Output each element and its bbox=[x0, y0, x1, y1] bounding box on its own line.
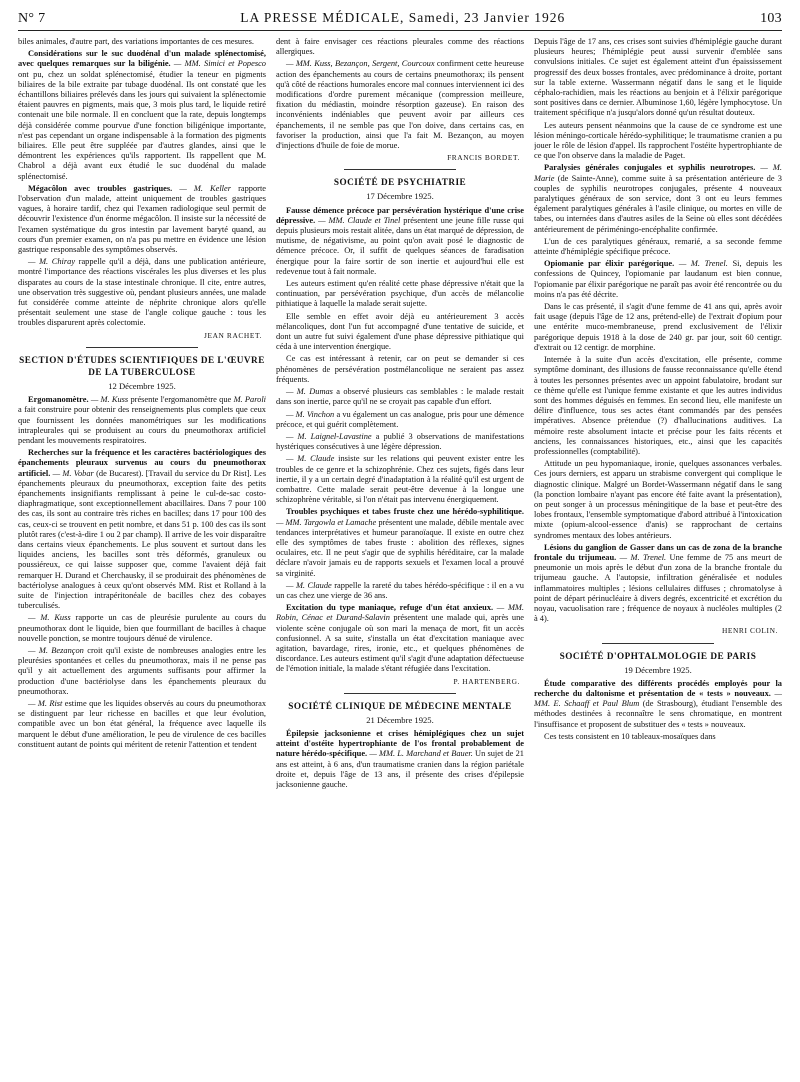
page-header bbox=[18, 10, 782, 31]
report-authors: — M. Claude bbox=[286, 454, 335, 464]
divider bbox=[86, 347, 198, 348]
report-text: confirment cette heureuse action des épanchements au cours de certains pneumothorax; ils pensent qu'à côté de réactions humorales encore mal connues interviennent ici des modifications d'ordre purement mécanique (compression meilleure, fixation du médiastin, moindre résorption gazeuse). En raison des inconvénients indéniables que peuvent avoir par ailleurs ces épanchements, il ne semble pas que l'on doive, dans certains cas, en favoriser la production, ainsi que l'a fait M. Bezançon, au moyen d'injections d'huile de foie de morue. bbox=[276, 59, 524, 151]
report-text: rapporte l'observation d'un malade, atteint uniquement de troubles gastriques vagues, à horaire tardif, chez qui l'examen radiologique seul permit de découvrir l'existence d'un énorme mégacôlon. Il insiste sur la nécessité de l'examen systématique du gros intestin par lavement baryté quand, au cours d'un premier examen, on n'a pas pu mettre en évidence une lésion gastrique responsable des symptômes observés. bbox=[18, 183, 266, 255]
page-number: 103 bbox=[760, 11, 782, 26]
report-title: Étude comparative des différents procédés employés pour la recherche du daltonisme et présentation de « tests » nouveaux. bbox=[534, 678, 782, 698]
report-text: présentent une malade, débile mentale avec tendances interprétatives et humeur paranoïaque. Il existe en outre chez elle des symptômes de tabes fruste : abolition des réflexes, signes oculaires, etc. Il ne peut s'agir que de syphilis héréditaire, car la malade déclare n'avoir jamais eu de rapports sexuels et l'examen local a prouvé sa virginité. bbox=[276, 517, 524, 578]
report-authors: — MM. Simici et Popesco bbox=[170, 59, 266, 69]
report-text: ont pu, chez un soldat splénectomisé, étudier la teneur en pigments biliaires de la bile extraite par tubage duodénal. Ils ont constaté que les échantillons biliaires prélevés dans les jours qui suivaient la splénectomie étaient pauvres en pigments, mais que, 3 mois plus tard, le liquide retiré contenait une bile normale. Il en concluent que la rate, depuis longtemps déjà considérée comme pourvue d'une fonction biligénique importante, n'est pas cependant un organe indispensable à la formation des pigments biliaires. Elle peut être suppléée par d'autres glandes, ainsi que le démontrent les expériences qu'ils rapportent. Ils rappellent que M. Chabrol a déjà avant eux étudié le suc duodénal du malade splénectomisé. bbox=[18, 69, 266, 181]
paragraph: dent à faire envisager ces réactions pleurales comme des réactions allergiques. bbox=[276, 37, 524, 57]
paragraph: Elle semble en effet avoir déjà eu antérieurement 3 accès mélancoliques, dont l'un fut accompagné d'une tentative de suicide, et dont un autre fut suivi également d'une phase dépressive pithiatique qui céda à une intervention énergique. bbox=[276, 311, 524, 352]
paragraph bbox=[276, 387, 524, 407]
paragraph: Depuis l'âge de 17 ans, ces crises sont suivies d'hémiplégie gauche durant plusieurs heures; l'hémiplégie peut aussi survenir d'emblée sans convulsions initiales. Ce sujet est également atteint d'un épaississement progressif des deux bosses frontales, avec prédominance à droite, portant sur la table externe. Wassermann négatif dans le sang et le liquide céphalo-rachidien, mais les réactions au benjoin et à l'élixir parégorique sont positives dans ce dernier. Albuminose 1,60, légère lymphocytose. Un traitement spécifique n'a jusqu'alors donné qu'un résultat douteux. bbox=[534, 37, 782, 118]
report-authors: — M. Vobar bbox=[50, 468, 94, 478]
section-date: 19 Décembre 1925. bbox=[624, 664, 692, 675]
paragraph bbox=[534, 259, 782, 300]
report-authors: — M. Dumas bbox=[286, 387, 333, 397]
paragraph: Attitude un peu hypomaniaque, ironie, quelques assonances verbales. Ces jours derniers, est apparu un strabisme convergent qui complique le diagnostic clinique. Malgré un Bordet-Wassermann négatif dans le sang (la ponction lombaire n'ayant pas encore été faite avant la présentation), on peut songer à un processus méningitique de la base et peut-être des lobes frontaux, l'ensemble symptomatique d'abord attribué à l'intoxication mixte (opium-alcool-essence d'anis) se rapprochant de certains syndromes mentaux des lobes antérieurs. bbox=[534, 459, 782, 540]
section-date: 21 Décembre 1925. bbox=[366, 714, 434, 725]
paragraph bbox=[18, 613, 266, 644]
report-authors: — M. Kuss bbox=[28, 613, 71, 623]
paragraph bbox=[534, 163, 782, 234]
section-title: SOCIÉTÉ D'OPHTALMOLOGIE DE PARIS bbox=[559, 650, 757, 661]
paragraph bbox=[276, 507, 524, 578]
report-authors: — M. Laignel-Lavastine bbox=[286, 431, 372, 441]
report-authors: — M. Trenel. bbox=[616, 552, 667, 562]
report-authors: — M. Marie bbox=[534, 163, 782, 183]
paragraph bbox=[276, 59, 524, 151]
paragraph bbox=[18, 395, 266, 446]
report-authors: — M. Vinchon bbox=[286, 409, 335, 419]
text-columns bbox=[18, 37, 782, 1077]
report-text: rappelle la rareté du tabes hérédo-spécifique : il en a vu un cas chez une vierge de 36 ans. bbox=[276, 580, 524, 600]
report-authors: — M. Keller bbox=[172, 183, 231, 193]
report-authors: — M. Rist bbox=[28, 698, 63, 708]
paragraph bbox=[276, 454, 524, 505]
paragraph: Ces tests consistent en 10 tableaux-mosaïques dans bbox=[544, 731, 716, 741]
divider bbox=[344, 169, 456, 170]
paragraph bbox=[276, 410, 524, 430]
paragraph bbox=[276, 729, 524, 790]
signature: FRANCIS BORDET. bbox=[447, 153, 520, 163]
report-authors: — M. Claude bbox=[286, 580, 332, 590]
report-text: présente l'ergomanomètre que bbox=[128, 395, 234, 405]
report-text: a fait construire pour obtenir des renseignements plus complets que ceux que fournissent les données manométriques sur les modifications intrapleurales qui se produisent au cours du pneumothorax artificiel pendant les mouvements respiratoires. bbox=[18, 405, 266, 445]
report-authors: — MM. Kuss, Bezançon, Sergent, Courcoux bbox=[286, 59, 435, 69]
paragraph bbox=[534, 543, 782, 625]
section-date: 17 Décembre 1925. bbox=[366, 191, 434, 202]
report-title: Recherches sur la fréquence et les caractères bactériologiques des épanchements pleuraux survenus au cours du pneumothorax artificiel. bbox=[18, 448, 266, 478]
report-title: Fausse démence précoce par persévération hystérique d'une crise dépressive. bbox=[276, 205, 524, 225]
report-authors: — MM. Targowla et Lamache bbox=[276, 517, 377, 527]
report-title: Lésions du ganglion de Gasser dans un cas de zona de la branche frontale du trijumeau. bbox=[534, 542, 782, 562]
paragraph bbox=[18, 184, 266, 255]
report-text: (de Bucarest). [Travail du service du Dr Rist]. Les épanchements pleuraux du pneumothorax, exception faite des petits épanchements insignifiants remplissant à peine le cul-de-sac costo-diaphragmatique, sont exceptionnellement abacillaires. Dans 7 pour 100 des cas, ils sont au contraire très riches en bacilles; dans 17 pour 100 des cas, ceux-ci se trouvent en petit nombre, et dans 51 p. 100 des cas ils sont plutôt rares (c'est-à-dire 1 ou 2 par champ). Il arrive de les voir disparaître dans certains vieux épanchements. Le plus souvent et surtout dans les liquides anciens, les bacilles sont très déformés, granuleux ou poussiéreux, ce qui laisse supposer que, comme l'avaient déjà fait remarquer H. Durand et Cherchausky, il se produirait des phénomènes de bactériolyse analogues à ceux qu'ont observés MM. Rist et Rolland à la suite de l'injection intrapéritonéale de bacilles chez des cobayes tuberculisés. bbox=[18, 468, 266, 611]
report-text: a vu également un cas analogue, pris pour une démence précoce, et qui guérit complètement. bbox=[276, 409, 524, 429]
report-authors: — M. Trenel. bbox=[674, 259, 728, 269]
section-title: SOCIÉTÉ DE PSYCHIATRIE bbox=[333, 177, 467, 188]
paragraph bbox=[276, 603, 524, 674]
paragraph: Les auteurs pensent néanmoins que la cause de ce syndrome est une lésion méningo-corticale hérédo-syphilitique; le traumatisme cranien a pu jouer le rôle de lésion d'appel. Ils rapprochent l'ostéite hypertrophiante de ce que l'on observe dans la maladie de Paget. bbox=[534, 120, 782, 161]
report-text: croit qu'il existe de nombreuses analogies entre les pleurésies spontanées et celles du pneumothorax, mais il ne pense pas qu'il y ait actuellement des arguments suffisants pour affirmer la production d'une bactériolyse dans les épanchements pleuraux du pneumothorax. bbox=[18, 645, 266, 696]
report-authors: — MM. Robin, Cénac et Durand-Salavin bbox=[276, 603, 524, 623]
report-text: (de Sainte-Anne), comme suite à sa présentation antérieure de 3 couples de syphilis neurotropes conjugales, présente 4 nouveaux paralytiques généraux de son service, dont 3 ont eu leurs femmes également paralytiques générales à l'asile clinique, ou mortes en ville de tabes, ou internées dans d'autres asiles de la Seine où elles sont décédées antérieurement de périméningo-encéphalite confirmée. bbox=[534, 173, 782, 234]
report-title: Excitation du type maniaque, refuge d'un état anxieux. bbox=[286, 603, 494, 613]
report-text: Un sujet de 21 ans est atteint, à 6 ans, d'un traumatisme cranien dans la région pariétale droite et, depuis l'âge de 13 ans, il présente des crises d'épilepsie jacksonienne gauche. bbox=[276, 749, 524, 789]
signature: HENRI COLIN. bbox=[721, 626, 778, 636]
section-title: SECTION D'ÉTUDES SCIENTIFIQUES DE L'ŒUVRE DE LA TUBERCULOSE bbox=[19, 354, 265, 377]
paragraph bbox=[534, 679, 782, 730]
report-text: Une femme de 75 ans meurt de pneumonie un mois après le début d'un zona de la branche frontale du trijumeau gauche. A l'autopsie, infiltration généralisée et nodules inflammatoires multiples ; lésions cellulaires diffuses ; chromatolyse à point de départ périnucléaire à divers degrés, excentricité et excrétion du noyau, vacuolisation rare ; fréquence de noyaux à nucléoles multiples (2 à 4). bbox=[534, 552, 782, 624]
report-text: estime que les liquides observés au cours du pneumothorax se distinguent par leur richesse en bacilles et que leur évolution, compatible avec un bon état général, la fréquence avec laquelle ils marquent le début d'une amélioration, le peu de virulence de ces bacilles constituent autant de points qui méritent de retenir l'attention et tendent bbox=[18, 698, 266, 749]
report-authors: — M. Kuss bbox=[88, 395, 129, 405]
report-title: Ergomanomètre. bbox=[28, 395, 89, 405]
paragraph bbox=[276, 432, 524, 452]
report-text: présentent une jeune fille russe qui depuis plusieurs mois restait alitée, dans un état marqué de dépression, de mutisme, de négativisme, au point qu'on avait posé le diagnostic de démence précoce. Or, il suffit de quelques séances de faradisation énergique pour la faire sortir de son inertie et aujourd'hui elle est redevenue tout à fait normale. bbox=[276, 215, 524, 276]
report-title: Opiomanie par élixir parégorique. bbox=[544, 259, 675, 269]
report-authors: — M. Bezançon bbox=[28, 645, 84, 655]
signature: P. HARTENBERG. bbox=[453, 676, 520, 686]
report-text: (de Strasbourg), étudiant l'ensemble des méthodes destinées à reconnaître le sens chromatique, en montrent l'insuffisance et proposent de substituer des « tests » nouveaux. bbox=[534, 699, 782, 729]
paragraph: L'un de ces paralytiques généraux, remarié, a sa seconde femme atteinte d'hémiplégie spécifique précoce. bbox=[534, 236, 782, 257]
paragraph bbox=[18, 448, 266, 611]
report-title: Considérations sur le suc duodénal d'un malade splénectomisé, avec quelques remarques sur la biligénie. bbox=[18, 49, 266, 69]
divider bbox=[602, 643, 714, 644]
report-title: Troubles psychiques et tabes fruste chez une hérédo-syphilitique. bbox=[286, 507, 524, 517]
paragraph: Dans le cas présenté, il s'agit d'une femme de 41 ans qui, après avoir fait usage (depuis l'âge de 12 ans, prétend-elle) de l'extrait d'opium pour une entérite muco-membraneuse, prend exclusivement de l'élixir parégorique depuis 1918 à la dose de 240 gr. par jour, soit 60 centigr. d'extrait ou 12 centigr. de morphine. bbox=[534, 302, 782, 352]
column-3 bbox=[534, 37, 782, 1077]
report-text: présentent une malade qui, après une violente scène conjugale où son mari la menaça de mort, fit un accès confusionnel. A sa suite, s'installa un état d'excitation maniaque avec agitation, bavardage, rires, ironie, etc., et quelques phénomènes de discordance. Les auteurs estiment qu'il s'agit d'une adaptation défectueuse de l'émotion initiale, la malade s'étant réfugiée dans l'excitation. bbox=[276, 613, 524, 674]
report-authors: — M. Chiray bbox=[28, 257, 76, 267]
report-authors: — MM. L. Marchand et Bauer. bbox=[367, 749, 473, 759]
report-text: a publié 3 observations de manifestations hystériques consécutives à une légère dépression. bbox=[276, 431, 524, 452]
paragraph bbox=[18, 257, 266, 328]
paragraph: Internée à la suite d'un accès d'excitation, elle présente, comme symptôme dominant, des illusions de fausse reconnaissance qu'elle étend à toutes les personnes présentes avec un appoint fabulatoire, brodant sur ce thème qu'elle est l'unique femme existante et que les autres individus sont des hommes déguisés en femmes. En second lieu, elle manifeste un délire d'influence, tous ses actes étant commandés par des pensées impératives. Absence prétendue (?) d'hallucinations auditives. La mémoire reste absolument intacte et précise pour les faits récents et anciens, les connaissances historiques, etc., ainsi que les capacités professionnelles (comptabilité). bbox=[534, 355, 782, 456]
paragraph bbox=[276, 206, 524, 277]
report-text: rapporte un cas de pleurésie purulente au cours du pneumothorax dont le liquide, bien que fourmillant de bacilles à chaque nouvelle ponction, se montre toujours dénué de virulence. bbox=[18, 613, 266, 643]
report-text: a observé plusieurs cas semblables : le malade restait dans son inertie, parce qu'il ne se croyait pas capable d'un effort. bbox=[276, 387, 524, 407]
report-authors: M. Paroli bbox=[233, 395, 266, 405]
column-1 bbox=[18, 37, 266, 1077]
paragraph: Ce cas est intéressant à retenir, car on peut se demander si ces phénomènes de persévération postmélancolique ne seraient pas assez fréquents. bbox=[276, 354, 524, 384]
report-authors: — MM. E. Schaaff et Paul Blum bbox=[534, 688, 782, 709]
signature: JEAN RACHET. bbox=[204, 330, 262, 340]
issue-number: N° 7 bbox=[18, 11, 46, 26]
paragraph: biles animales, d'autre part, des variations importantes de ces mesures. bbox=[18, 37, 254, 46]
report-text: Si, depuis les confessions de Quincey, l'opiomanie par laudanum est bien connue, l'opiomanie par élixir parégorique ne paraît pas avoir été rencontrée ou du moins n'a pas été décrite. bbox=[534, 259, 782, 299]
report-title: Mégacôlon avec troubles gastriques. bbox=[28, 183, 173, 193]
column-2 bbox=[276, 37, 524, 1077]
section-title: SOCIÉTÉ CLINIQUE DE MÉDECINE MENTALE bbox=[288, 700, 512, 711]
paragraph bbox=[18, 646, 266, 697]
report-authors: — MM. Claude et Tinel bbox=[315, 215, 401, 225]
report-title: Épilepsie jacksonienne et crises hémiplégiques chez un sujet atteint d'ostéite hypertrophiante de l'os frontal probablement de nature hérédo-spécifique. bbox=[276, 728, 524, 759]
report-text: insiste sur les relations qui peuvent exister entre les troubles de ce genre et la schizophrénie. Chez ces sujets, figés dans leur inertie, il y a un certain degré d'inadaptation à la réalité qu'il est urgent de combattre. Cette malade serait peut-être devenue à la longue une schizophrène véritable, si l'on n'était pas intervenu énergiquement. bbox=[276, 454, 524, 505]
section-date: 12 Décembre 1925. bbox=[108, 380, 176, 391]
report-text: rappelle qu'il a déjà, dans une publication antérieure, montré l'importance des réactions viscérales les plus diverses et les plus disparates au cours de la stase intestinale chronique. Il cite, entre autres, une observation très suggestive où, pendant plusieurs années, une malade fut considérée comme atteinte de néphrite chronique alors qu'elle présentait seulement une stase de l'angle colique gauche : tous les troubles disparurent après colectomie. bbox=[18, 257, 266, 328]
divider bbox=[344, 693, 456, 694]
paragraph: Les auteurs estiment qu'en réalité cette phase dépressive n'était que la continuation, par persévération psychique, d'un accès de mélancolie pithiatique à laquelle la malade serait sujette. bbox=[276, 279, 524, 309]
paragraph bbox=[276, 581, 524, 601]
paragraph bbox=[18, 699, 266, 750]
report-title: Paralysies générales conjugales et syphilis neurotropes. bbox=[544, 163, 756, 173]
paragraph bbox=[18, 49, 266, 182]
journal-title: LA PRESSE MÉDICALE, Samedi, 23 Janvier 1926 bbox=[240, 10, 566, 25]
